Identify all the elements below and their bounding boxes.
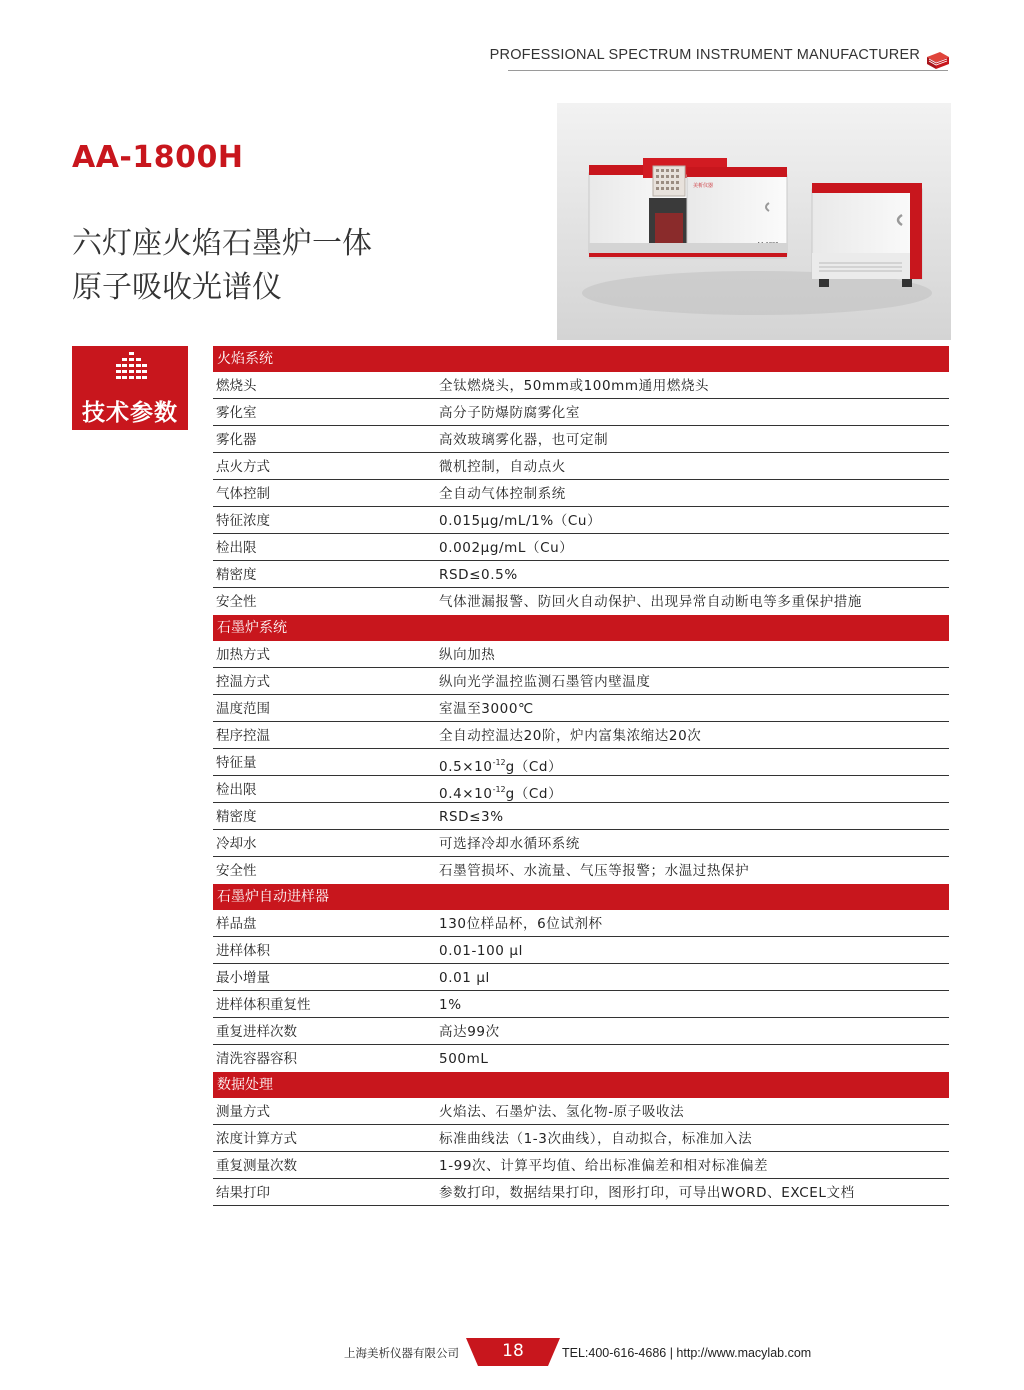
param-name: 结果打印 (216, 1185, 270, 1201)
param-value: 130位样品杯，6位试剂杯 (439, 916, 603, 932)
param-value: 火焰法、石墨炉法、氢化物-原子吸收法 (439, 1104, 685, 1120)
section-autosampler: 石墨炉自动进样器 (213, 884, 949, 910)
param-value: 纵向加热 (439, 647, 496, 663)
param-value: 全钛燃烧头，50mm或100mm通用燃烧头 (439, 378, 710, 394)
param-value: 0.01-100 μl (439, 943, 523, 959)
param-value: 石墨管损坏、水流量、气压等报警；水温过热保护 (439, 863, 750, 879)
table-row (213, 910, 949, 936)
page-footer (0, 1337, 1024, 1367)
param-name: 安全性 (216, 594, 257, 610)
param-name: 最小增量 (216, 970, 270, 986)
param-value: 全自动气体控制系统 (439, 486, 566, 502)
value-mantissa: 0.4×10 (439, 786, 493, 802)
param-name: 进样体积 (216, 943, 270, 959)
value-exponent: -12 (492, 785, 506, 794)
equalizer-icon (114, 352, 148, 384)
param-name: 特征浓度 (216, 513, 270, 529)
param-value: 1% (439, 997, 462, 1013)
param-name: 冷却水 (216, 836, 257, 852)
table-row (213, 802, 949, 829)
param-value: 微机控制，自动点火 (439, 459, 566, 475)
page-number: 18 (502, 1341, 524, 1361)
subtitle-line-1: 六灯座火焰石墨炉一体 (72, 226, 372, 261)
photo-brand: 美析仪器 (693, 183, 714, 189)
param-name: 测量方式 (216, 1104, 270, 1120)
section-furnace: 石墨炉系统 (213, 615, 949, 641)
param-value: 1-99次、计算平均值、给出标准偏差和相对标准偏差 (439, 1158, 769, 1174)
param-value: 0.015μg/mL/1%（Cu） (439, 513, 602, 529)
param-name: 控温方式 (216, 674, 270, 690)
table-row (213, 990, 949, 1017)
table-row (213, 856, 949, 883)
value-exponent: -12 (492, 758, 506, 767)
param-name: 清洗容器容积 (216, 1051, 297, 1067)
table-row (213, 641, 949, 667)
param-value: 纵向光学温控监测石墨管内壁温度 (439, 674, 651, 690)
table-row (213, 452, 949, 479)
table-row (213, 506, 949, 533)
table-row (213, 667, 949, 694)
param-value: RSD≤0.5% (439, 567, 518, 583)
footer-company: 上海美析仪器有限公司 (344, 1346, 459, 1360)
param-name: 气体控制 (216, 486, 270, 502)
param-name: 浓度计算方式 (216, 1131, 297, 1147)
param-value: 可选择冷却水循环系统 (439, 836, 580, 852)
table-row (213, 936, 949, 963)
header-tagline: PROFESSIONAL SPECTRUM INSTRUMENT MANUFACTURER (489, 47, 920, 63)
param-name: 精密度 (216, 567, 257, 583)
section-flame: 火焰系统 (213, 346, 949, 372)
tech-params-badge (72, 346, 188, 430)
table-row (213, 775, 949, 802)
spec-table (213, 346, 949, 1206)
product-model: AA-1800H (72, 140, 244, 175)
param-value: 标准曲线法（1-3次曲线），自动拟合，标准加入法 (439, 1131, 753, 1147)
param-name: 燃烧头 (216, 378, 257, 394)
param-value: 气体泄漏报警、防回火自动保护、出现异常自动断电等多重保护措施 (439, 594, 862, 610)
table-row (213, 587, 949, 614)
param-value: 高效玻璃雾化器，也可定制 (439, 432, 609, 448)
param-name: 温度范围 (216, 701, 270, 717)
value-mantissa: 0.5×10 (439, 759, 493, 775)
table-row (213, 1044, 949, 1071)
param-name: 检出限 (216, 540, 257, 556)
param-name: 特征量 (216, 755, 257, 771)
param-value: 高达99次 (439, 1024, 500, 1040)
table-row (213, 425, 949, 452)
table-row (213, 1098, 949, 1124)
table-row (213, 560, 949, 587)
param-name: 安全性 (216, 863, 257, 879)
header-rule (508, 70, 948, 71)
spectrometer-photo (557, 103, 951, 340)
param-name: 重复进样次数 (216, 1024, 297, 1040)
param-value: 室温至3000℃ (439, 701, 534, 717)
product-subtitle (72, 222, 372, 310)
table-row (213, 372, 949, 398)
table-row (213, 398, 949, 425)
value-unit: g（Cd） (505, 759, 563, 775)
param-name: 样品盘 (216, 916, 257, 932)
param-value: 全自动控温达20阶，炉内富集浓缩达20次 (439, 728, 702, 744)
param-name: 检出限 (216, 782, 257, 798)
param-name: 程序控温 (216, 728, 270, 744)
value-unit: g（Cd） (505, 786, 563, 802)
table-row (213, 1124, 949, 1151)
section-data-processing: 数据处理 (213, 1072, 949, 1098)
param-value: 0.002μg/mL（Cu） (439, 540, 574, 556)
param-name: 加热方式 (216, 647, 270, 663)
param-name: 雾化室 (216, 405, 257, 421)
book-stack-logo (925, 48, 951, 72)
table-row (213, 694, 949, 721)
param-value: 0.01 μl (439, 970, 490, 986)
param-name: 雾化器 (216, 432, 257, 448)
param-value: 500mL (439, 1051, 489, 1067)
table-row (213, 748, 949, 775)
subtitle-line-2: 原子吸收光谱仪 (72, 270, 282, 305)
table-row (213, 963, 949, 990)
table-row (213, 829, 949, 856)
param-name: 重复测量次数 (216, 1158, 297, 1174)
table-row (213, 1151, 949, 1178)
param-value: RSD≤3% (439, 809, 504, 825)
param-name: 进样体积重复性 (216, 997, 311, 1013)
param-value: 参数打印，数据结果打印，图形打印，可导出WORD、EXCEL文档 (439, 1185, 855, 1201)
table-row (213, 479, 949, 506)
table-row (213, 1178, 949, 1205)
param-name: 点火方式 (216, 459, 270, 475)
badge-label: 技术参数 (82, 400, 178, 426)
param-name: 精密度 (216, 809, 257, 825)
param-value: 高分子防爆防腐雾化室 (439, 405, 580, 421)
table-row (213, 1017, 949, 1044)
table-row (213, 533, 949, 560)
footer-contact: TEL:400-616-4686 | http://www.macylab.com (562, 1346, 812, 1360)
table-row (213, 721, 949, 748)
